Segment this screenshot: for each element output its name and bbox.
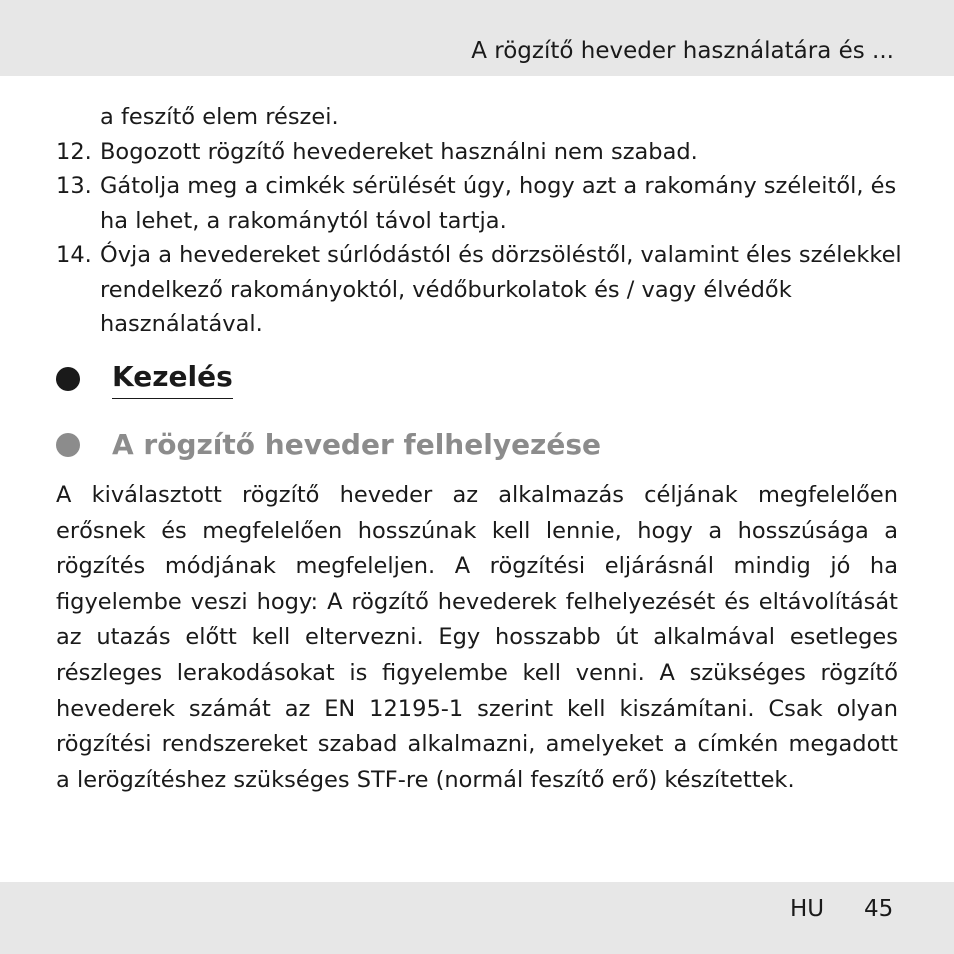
section-heading: Kezelés (112, 358, 233, 399)
bullet-icon (56, 367, 80, 391)
list-number: 12. (56, 138, 92, 165)
list-item (56, 169, 916, 238)
list-item (56, 100, 916, 135)
list-item (56, 135, 916, 170)
subsection-heading: A rögzítő heveder felhelyezése (112, 428, 602, 461)
bullet-icon (56, 433, 80, 457)
list-continuation: a feszítő elem részei. (100, 104, 339, 130)
list-number: 13. (56, 173, 92, 199)
list-item (56, 238, 916, 342)
list-number: 14. (56, 242, 92, 268)
section-felhelyezes (56, 426, 601, 464)
list-text: Gátolja meg a cimkék sérülését úgy, hogy azt a rakomány széleitől, és ha lehet, a rakománytól távol tartja. (100, 173, 897, 234)
list-number (56, 100, 100, 135)
section-kezeles (56, 358, 233, 399)
list-text: Óvja a hevedereket súrlódástól és dörzsöléstől, valamint éles szélekkel rendelkező rakományoktól, védőburkolatok és / vagy élvédők használatával. (100, 242, 902, 337)
header-title: A rögzítő heveder használatára és ... (471, 38, 894, 64)
body-paragraph: A kiválasztott rögzítő heveder az alkalmazás céljának megfelelően erősnek és megfelelően hosszúnak kell lennie, hogy a hosszúsága a rögzítés módjának megfeleljen. A rögzítési eljárásnál mindig jó ha figyelembe veszi hogy: A rögzítő hevederek felhelyezését és eltávolítását az utazás előtt kell eltervezni. Egy hosszabb út alkalmával esetleges részleges lerakodásokat is figyelembe kell venni. A szükséges rögzítő hevederek számát az EN 12195-1 szerint kell kiszámítani. Csak olyan rögzítési rendszereket szabad alkalmazni, amelyeket a címkén megadott a lerögzítéshez szükséges STF-re (normál feszítő erő) készítettek. (56, 482, 898, 793)
list-text: Bogozott rögzítő hevedereket használni nem szabad. (100, 138, 698, 165)
page-number: 45 (864, 896, 894, 922)
language-code: HU (790, 896, 825, 922)
instruction-list (56, 100, 916, 342)
